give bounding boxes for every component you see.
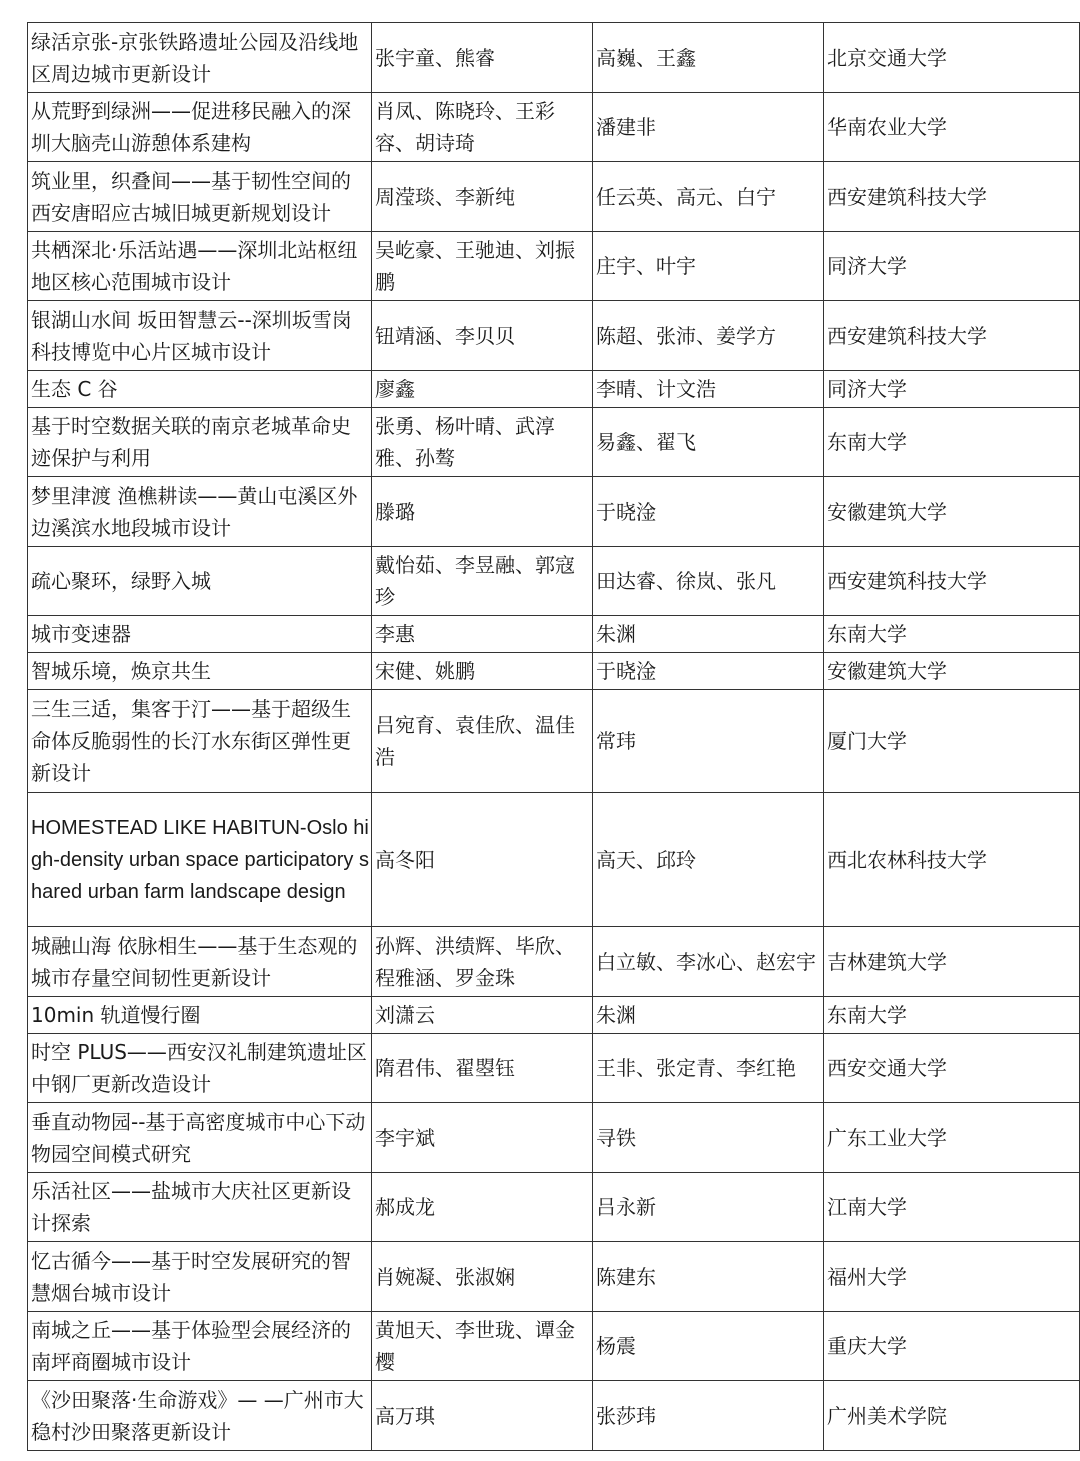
authors-cell: 钮靖涵、李贝贝 xyxy=(372,301,593,371)
advisors-cell: 高巍、王鑫 xyxy=(593,23,824,93)
table-row xyxy=(28,371,1080,408)
project-title-cell: 时空 PLUS——西安汉礼制建筑遗址区中钢厂更新改造设计 xyxy=(28,1034,372,1103)
school-cell: 吉林建筑大学 xyxy=(824,927,1080,997)
advisors-cell: 吕永新 xyxy=(593,1173,824,1242)
school-cell: 江南大学 xyxy=(824,1173,1080,1242)
authors-cell: 高万琪 xyxy=(372,1381,593,1451)
school-cell: 同济大学 xyxy=(824,232,1080,301)
advisors-cell: 任云英、高元、白宁 xyxy=(593,162,824,232)
authors-cell: 周滢琰、李新纯 xyxy=(372,162,593,232)
school-cell: 安徽建筑大学 xyxy=(824,477,1080,547)
project-title-cell: 梦里津渡 渔樵耕读——黄山屯溪区外边溪滨水地段城市设计 xyxy=(28,477,372,547)
table-row xyxy=(28,232,1080,301)
table-row xyxy=(28,162,1080,232)
advisors-cell: 于晓淦 xyxy=(593,477,824,547)
school-cell: 东南大学 xyxy=(824,997,1080,1034)
award-table-body xyxy=(28,23,1080,1451)
authors-cell: 李惠 xyxy=(372,616,593,653)
authors-cell: 吕宛育、袁佳欣、温佳浩 xyxy=(372,690,593,793)
project-title-cell: 绿活京张-京张铁路遗址公园及沿线地区周边城市更新设计 xyxy=(28,23,372,93)
advisors-cell: 张莎玮 xyxy=(593,1381,824,1451)
project-title-cell: 疏心聚环，绿野入城 xyxy=(28,547,372,616)
authors-cell: 隋君伟、翟曌钰 xyxy=(372,1034,593,1103)
school-cell: 东南大学 xyxy=(824,408,1080,477)
table-row xyxy=(28,408,1080,477)
authors-cell: 廖鑫 xyxy=(372,371,593,408)
school-cell: 厦门大学 xyxy=(824,690,1080,793)
advisors-cell: 杨震 xyxy=(593,1312,824,1381)
project-title-cell: 《沙田聚落·生命游戏》— —广州市大稳村沙田聚落更新设计 xyxy=(28,1381,372,1451)
school-cell: 西安交通大学 xyxy=(824,1034,1080,1103)
authors-cell: 吴屹豪、王驰迪、刘振鹏 xyxy=(372,232,593,301)
table-row xyxy=(28,616,1080,653)
school-cell: 西安建筑科技大学 xyxy=(824,162,1080,232)
project-title-cell: 共栖深北·乐活站遇——深圳北站枢纽地区核心范围城市设计 xyxy=(28,232,372,301)
school-cell: 广州美术学院 xyxy=(824,1381,1080,1451)
school-cell: 重庆大学 xyxy=(824,1312,1080,1381)
authors-cell: 孙辉、洪绩辉、毕欣、程雅涵、罗金珠 xyxy=(372,927,593,997)
table-row xyxy=(28,927,1080,997)
advisors-cell: 潘建非 xyxy=(593,93,824,162)
advisors-cell: 庄宇、叶宇 xyxy=(593,232,824,301)
table-row xyxy=(28,23,1080,93)
authors-cell: 肖婉凝、张淑娴 xyxy=(372,1242,593,1312)
advisors-cell: 陈建东 xyxy=(593,1242,824,1312)
advisors-cell: 朱渊 xyxy=(593,997,824,1034)
school-cell: 同济大学 xyxy=(824,371,1080,408)
school-cell: 福州大学 xyxy=(824,1242,1080,1312)
school-cell: 北京交通大学 xyxy=(824,23,1080,93)
project-title-cell: 乐活社区——盐城市大庆社区更新设计探索 xyxy=(28,1173,372,1242)
project-title-cell: 基于时空数据关联的南京老城革命史迹保护与利用 xyxy=(28,408,372,477)
school-cell: 西北农林科技大学 xyxy=(824,793,1080,927)
table-row xyxy=(28,301,1080,371)
authors-cell: 滕璐 xyxy=(372,477,593,547)
authors-cell: 高冬阳 xyxy=(372,793,593,927)
school-cell: 广东工业大学 xyxy=(824,1103,1080,1173)
authors-cell: 李宇斌 xyxy=(372,1103,593,1173)
project-title-cell: 银湖山水间 坂田智慧云--深圳坂雪岗科技博览中心片区城市设计 xyxy=(28,301,372,371)
authors-cell: 张宇童、熊睿 xyxy=(372,23,593,93)
table-row xyxy=(28,1103,1080,1173)
authors-cell: 宋健、姚鹏 xyxy=(372,653,593,690)
table-row xyxy=(28,93,1080,162)
authors-cell: 张勇、杨叶晴、武淳雅、孙骜 xyxy=(372,408,593,477)
table-row xyxy=(28,1381,1080,1451)
advisors-cell: 高天、邱玲 xyxy=(593,793,824,927)
advisors-cell: 常玮 xyxy=(593,690,824,793)
project-title-cell: 生态 C 谷 xyxy=(28,371,372,408)
school-cell: 西安建筑科技大学 xyxy=(824,547,1080,616)
school-cell: 东南大学 xyxy=(824,616,1080,653)
authors-cell: 刘潇云 xyxy=(372,997,593,1034)
school-cell: 西安建筑科技大学 xyxy=(824,301,1080,371)
school-cell: 安徽建筑大学 xyxy=(824,653,1080,690)
table-row xyxy=(28,547,1080,616)
project-title-cell: 垂直动物园--基于高密度城市中心下动物园空间模式研究 xyxy=(28,1103,372,1173)
table-row xyxy=(28,793,1080,927)
project-title-cell: 10min 轨道慢行圈 xyxy=(28,997,372,1034)
authors-cell: 郝成龙 xyxy=(372,1173,593,1242)
advisors-cell: 陈超、张沛、姜学方 xyxy=(593,301,824,371)
project-title-cell: 南城之丘——基于体验型会展经济的南坪商圈城市设计 xyxy=(28,1312,372,1381)
advisors-cell: 白立敏、李冰心、赵宏宇 xyxy=(593,927,824,997)
advisors-cell: 李晴、计文浩 xyxy=(593,371,824,408)
table-row xyxy=(28,477,1080,547)
advisors-cell: 王非、张定青、李红艳 xyxy=(593,1034,824,1103)
table-row xyxy=(28,1242,1080,1312)
authors-cell: 戴怡茹、李昱融、郭寇珍 xyxy=(372,547,593,616)
project-title-cell: 从荒野到绿洲——促进移民融入的深圳大脑壳山游憩体系建构 xyxy=(28,93,372,162)
table-row xyxy=(28,997,1080,1034)
project-title-cell: 智城乐境，焕京共生 xyxy=(28,653,372,690)
advisors-cell: 寻铁 xyxy=(593,1103,824,1173)
table-row xyxy=(28,1312,1080,1381)
advisors-cell: 易鑫、翟飞 xyxy=(593,408,824,477)
authors-cell: 黄旭天、李世珑、谭金樱 xyxy=(372,1312,593,1381)
advisors-cell: 于晓淦 xyxy=(593,653,824,690)
table-row xyxy=(28,1034,1080,1103)
project-title-cell: 筑业里，织叠间——基于韧性空间的西安唐昭应古城旧城更新规划设计 xyxy=(28,162,372,232)
project-title-cell: 城融山海 依脉相生——基于生态观的城市存量空间韧性更新设计 xyxy=(28,927,372,997)
advisors-cell: 田达睿、徐岚、张凡 xyxy=(593,547,824,616)
school-cell: 华南农业大学 xyxy=(824,93,1080,162)
authors-cell: 肖凤、陈晓玲、王彩容、胡诗琦 xyxy=(372,93,593,162)
project-title-cell: 城市变速器 xyxy=(28,616,372,653)
project-title-cell: 三生三适，集客于汀——基于超级生命体反脆弱性的长汀水东街区弹性更新设计 xyxy=(28,690,372,793)
table-row xyxy=(28,690,1080,793)
advisors-cell: 朱渊 xyxy=(593,616,824,653)
project-title-cell: 忆古循今——基于时空发展研究的智慧烟台城市设计 xyxy=(28,1242,372,1312)
award-table xyxy=(27,22,1080,1451)
project-title-cell: HOMESTEAD LIKE HABITUN-Oslo high-density urban space participatory shared urban farm landscape design xyxy=(28,793,372,927)
table-row xyxy=(28,653,1080,690)
table-row xyxy=(28,1173,1080,1242)
